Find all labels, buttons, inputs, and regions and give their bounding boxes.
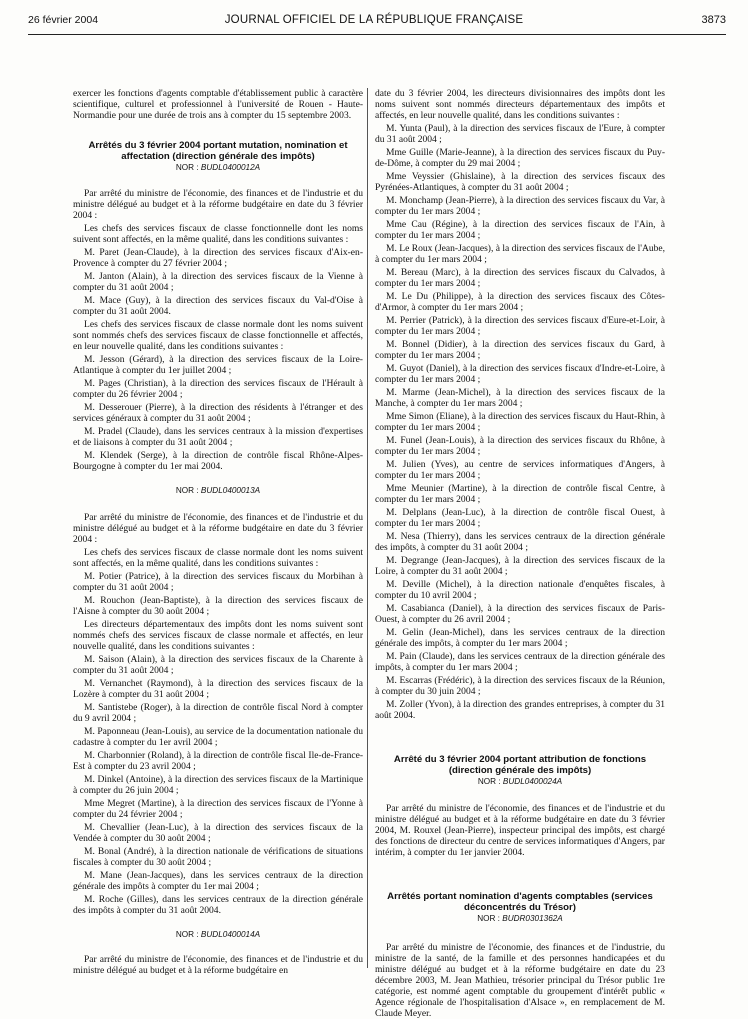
paragraph: M. Pradel (Claude), dans les services centraux à la mission d'expertises et de liaisons à compter du 31 août 2004 ; xyxy=(73,426,363,449)
paragraph: date du 3 février 2004, les directeurs divisionnaires des impôts dont les noms suivent sont nommés directeurs départementaux des impôts et affectés, en leur nouvelle qualité, dans les conditions suivantes : xyxy=(375,88,665,121)
left-column xyxy=(73,88,363,976)
section-heading: Arrêtés portant nomination d'agents comptables (services déconcentrés du Trésor) xyxy=(387,891,653,913)
nor-code: BUDL0400012A xyxy=(200,163,261,173)
paragraph: M. Gelin (Jean-Michel), dans les services centraux de la direction générale des impôts, à compter du 1er mars 2004 ; xyxy=(375,627,665,649)
paragraph: M. Perrier (Patrick), à la direction des services fiscaux d'Eure-et-Loir, à compter du 1er mars 2004 ; xyxy=(375,315,665,337)
nor-code: BUDL0400013A xyxy=(200,486,261,496)
nor-reference xyxy=(73,163,363,173)
header-title: JOURNAL OFFICIEL DE LA RÉPUBLIQUE FRANÇAISE xyxy=(224,14,524,26)
paragraph: Mme Guille (Marie-Jeanne), à la direction des services fiscaux du Puy-de-Dôme, à compter du 29 mai 2004 ; xyxy=(375,147,665,169)
paragraph: M. Pain (Claude), dans les services centraux de la direction générale des impôts, à compter du 1er mars 2004 ; xyxy=(375,651,665,673)
header-rule xyxy=(28,34,726,35)
paragraph: Mme Meunier (Martine), à la direction de contrôle fiscal Centre, à compter du 1er mars 2004 ; xyxy=(375,483,665,505)
paragraph: M. Yunta (Paul), à la direction des services fiscaux de l'Eure, à compter du 31 août 2004 ; xyxy=(375,123,665,145)
paragraph: exercer les fonctions d'agents comptable d'établissement public à caractère scientifique, culturel et professionnel à l'université de Rouen - Haute-Normandie pour une durée de trois ans à compter du 15 septembre 2003. xyxy=(73,88,363,121)
paragraph: M. Nesa (Thierry), dans les services centraux de la direction générale des impôts, à compter du 31 août 2004 ; xyxy=(375,531,665,553)
paragraph: Par arrêté du ministre de l'économie, des finances et de l'industrie, du ministre de la santé, de la famille et des personnes handicapées et du ministre délégué au budget et à la réforme budgétaire en date du 23 décembre 2003, M. Jean Mathieu, trésorier principal du Trésor public 1re catégorie, est nommé agent comptable du groupement d'intérêt public « Agence régionale de l'hospitalisation d'Alsace », en remplacement de M. Claude Meyer. xyxy=(375,942,665,1019)
paragraph: Les directeurs départementaux des impôts dont les noms suivent sont nommés chefs des services fiscaux de classe normale et affectés, en leur nouvelle qualité, dans les conditions suivantes : xyxy=(73,619,363,653)
paragraph: M. Zoller (Yvon), à la direction des grandes entreprises, à compter du 31 août 2004. xyxy=(375,699,665,721)
header-date: 26 février 2004 xyxy=(28,14,99,26)
paragraph: M. Jesson (Gérard), à la direction des services fiscaux de la Loire-Atlantique à compter du 1er juillet 2004 ; xyxy=(73,354,363,377)
header-page-number: 3873 xyxy=(701,14,726,26)
paragraph: M. Dinkel (Antoine), à la direction des services fiscaux de la Martinique à compter du 26 juin 2004 ; xyxy=(73,774,363,797)
paragraph: Par arrêté du ministre de l'économie, des finances et de l'industrie et du ministre délégué au budget et à la réforme budgétaire en date du 3 février 2004 : xyxy=(73,188,363,222)
section-heading: Arrêté du 3 février 2004 portant attribution de fonctions (direction générale des impôts) xyxy=(393,754,647,776)
paragraph: M. Le Du (Philippe), à la direction des services fiscaux des Côtes-d'Armor, à compter du 1er mars 2004 ; xyxy=(375,291,665,313)
nor-reference xyxy=(375,914,665,924)
paragraph: M. Klendek (Serge), à la direction de contrôle fiscal Rhône-Alpes-Bourgogne à compter du 1er mai 2004. xyxy=(73,450,363,473)
page-header xyxy=(0,14,748,36)
paragraph: M. Saison (Alain), à la direction des services fiscaux de la Charente à compter du 31 août 2004 ; xyxy=(73,654,363,677)
paragraph: M. Janton (Alain), à la direction des services fiscaux de la Vienne à compter du 31 août 2004 ; xyxy=(73,271,363,294)
nor-code: BUDL0400024A xyxy=(502,777,563,787)
paragraph: M. Rouchon (Jean-Baptiste), à la direction des services fiscaux de l'Aisne à compter du 30 août 2004 ; xyxy=(73,595,363,618)
paragraph: M. Marme (Jean-Michel), à la direction des services fiscaux de la Manche, à compter du 1er mars 2004 ; xyxy=(375,387,665,409)
nor-code: BUDL0400014A xyxy=(200,930,261,940)
nor-label: NOR : xyxy=(175,163,199,173)
column-divider xyxy=(367,88,368,968)
paragraph: M. Bonnel (Didier), à la direction des services fiscaux du Gard, à compter du 1er mars 2004 ; xyxy=(375,339,665,361)
nor-label: NOR : xyxy=(175,930,199,940)
paragraph: M. Chevallier (Jean-Luc), à la direction des services fiscaux de la Vendée à compter du 30 août 2004 ; xyxy=(73,822,363,845)
paragraph: M. Potier (Patrice), à la direction des services fiscaux du Morbihan à compter du 31 août 2004 ; xyxy=(73,571,363,594)
paragraph: M. Roche (Gilles), dans les services centraux de la direction générale des impôts à compter du 31 août 2004. xyxy=(73,894,363,917)
paragraph: Par arrêté du ministre de l'économie, des finances et de l'industrie et du ministre délégué au budget et à la réforme budgétaire en date du 3 février 2004, M. Rouxel (Jean-Pierre), inspecteur principal des impôts, est chargé des fonctions de directeur du centre de services informatiques d'Angers, par intérim, à compter du 1er janvier 2004. xyxy=(375,803,665,859)
paragraph: Les chefs des services fiscaux de classe fonctionnelle dont les noms suivent sont affectés, en la même qualité, dans les conditions suivantes : xyxy=(73,223,363,246)
nor-reference xyxy=(73,930,363,940)
paragraph: M. Bereau (Marc), à la direction des services fiscaux du Calvados, à compter du 1er mars 2004 ; xyxy=(375,267,665,289)
paragraph: M. Charbonnier (Roland), à la direction de contrôle fiscal Ile-de-France-Est à compter du 23 avril 2004 ; xyxy=(73,750,363,773)
paragraph: Mme Simon (Eliane), à la direction des services fiscaux du Haut-Rhin, à compter du 1er mars 2004 ; xyxy=(375,411,665,433)
paragraph: Mme Veyssier (Ghislaine), à la direction des services fiscaux des Pyrénées-Atlantiques, à compter du 31 août 2004 ; xyxy=(375,171,665,193)
paragraph: M. Escarras (Frédéric), à la direction des services fiscaux de la Réunion, à compter du 30 juin 2004 ; xyxy=(375,675,665,697)
paragraph: M. Pages (Christian), à la direction des services fiscaux de l'Hérault à compter du 26 février 2004 ; xyxy=(73,378,363,401)
nor-reference xyxy=(375,777,665,787)
nor-code: BUDR0301362A xyxy=(502,914,563,924)
paragraph: M. Mane (Jean-Jacques), dans les services centraux de la direction générale des impôts à compter du 1er mai 2004 ; xyxy=(73,870,363,893)
paragraph: M. Guyot (Daniel), à la direction des services fiscaux d'Indre-et-Loire, à compter du 1er mars 2004 ; xyxy=(375,363,665,385)
paragraph: Les chefs des services fiscaux de classe normale dont les noms suivent sont nommés chefs des services fiscaux de classe fonctionnelle et affectés, en leur nouvelle qualité, dans les conditions suivantes : xyxy=(73,319,363,353)
paragraph: M. Delplans (Jean-Luc), à la direction de contrôle fiscal Ouest, à compter du 1er mars 2004 ; xyxy=(375,507,665,529)
paragraph: M. Paponneau (Jean-Louis), au service de la documentation nationale du cadastre à compter du 1er avril 2004 ; xyxy=(73,726,363,749)
paragraph: M. Bonal (André), à la direction nationale de vérifications de situations fiscales à compter du 30 août 2004 ; xyxy=(73,846,363,869)
paragraph: Mme Cau (Régine), à la direction des services fiscaux de l'Ain, à compter du 1er mars 2004 ; xyxy=(375,219,665,241)
paragraph: M. Vernanchet (Raymond), à la direction des services fiscaux de la Lozère à compter du 31 août 2004 ; xyxy=(73,678,363,701)
paragraph: M. Julien (Yves), au centre de services informatiques d'Angers, à compter du 1er mars 2004 ; xyxy=(375,459,665,481)
section-heading: Arrêtés du 3 février 2004 portant mutation, nomination et affectation (direction générale des impôts) xyxy=(88,140,348,162)
nor-label: NOR : xyxy=(477,777,501,787)
nor-reference xyxy=(73,486,363,496)
paragraph: Par arrêté du ministre de l'économie, des finances et de l'industrie et du ministre délégué au budget et à la réforme budgétaire en date du 3 février 2004 : xyxy=(73,512,363,546)
paragraph: Mme Megret (Martine), à la direction des services fiscaux de l'Yonne à compter du 24 février 2004 ; xyxy=(73,798,363,821)
paragraph: M. Paret (Jean-Claude), à la direction des services fiscaux d'Aix-en-Provence à compter du 27 février 2004 ; xyxy=(73,247,363,270)
paragraph: M. Funel (Jean-Louis), à la direction des services fiscaux du Rhône, à compter du 1er mars 2004 ; xyxy=(375,435,665,457)
nor-label: NOR : xyxy=(175,486,199,496)
paragraph: M. Degrange (Jean-Jacques), à la direction des services fiscaux de la Loire, à compter du 31 août 2004 ; xyxy=(375,555,665,577)
nor-label: NOR : xyxy=(477,914,500,924)
paragraph: M. Santistebe (Roger), à la direction de contrôle fiscal Nord à compter du 9 avril 2004 ; xyxy=(73,702,363,725)
paragraph: M. Monchamp (Jean-Pierre), à la direction des services fiscaux du Var, à compter du 1er mars 2004 ; xyxy=(375,195,665,217)
paragraph: M. Deville (Michel), à la direction nationale d'enquêtes fiscales, à compter du 10 avril 2004 ; xyxy=(375,579,665,601)
right-column xyxy=(375,88,665,1019)
paragraph: M. Le Roux (Jean-Jacques), à la direction des services fiscaux de l'Aube, à compter du 1er mars 2004 ; xyxy=(375,243,666,265)
paragraph: Les chefs des services fiscaux de classe normale dont les noms suivent sont affectés, en la même qualité, dans les conditions suivantes : xyxy=(73,547,363,570)
paragraph: Par arrêté du ministre de l'économie, des finances et de l'industrie et du ministre délégué au budget et à la réforme budgétaire en xyxy=(73,954,363,977)
paragraph: M. Mace (Guy), à la direction des services fiscaux du Val-d'Oise à compter du 31 août 2004. xyxy=(73,295,363,318)
paragraph: M. Desserouer (Pierre), à la direction des résidents à l'étranger et des services généraux à compter du 31 août 2004 ; xyxy=(73,402,363,425)
paragraph: M. Casabianca (Daniel), à la direction des services fiscaux de Paris-Ouest, à compter du 26 avril 2004 ; xyxy=(375,603,665,625)
